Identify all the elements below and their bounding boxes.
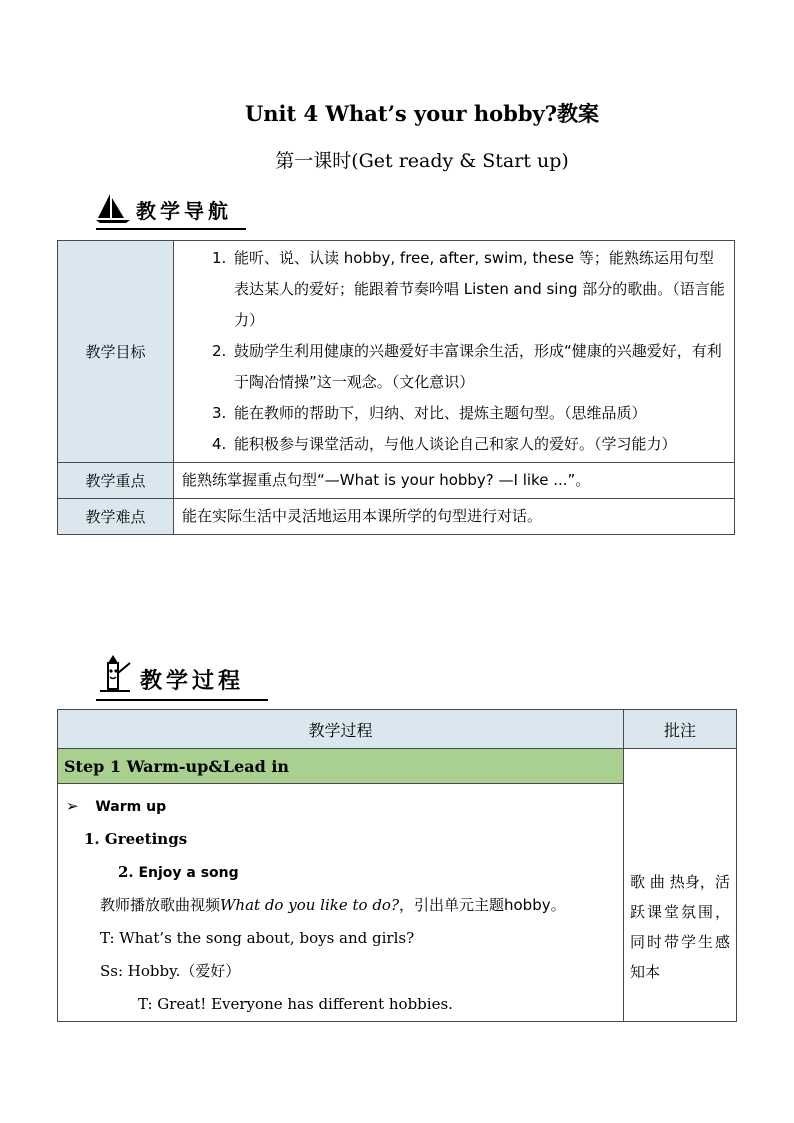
goals-label: 教学目标 xyxy=(58,241,174,463)
key-points-label: 教学重点 xyxy=(58,463,174,499)
page-subtitle: 第一课时(Get ready & Start up) xyxy=(275,150,569,172)
goals-row xyxy=(58,241,735,463)
warm-up-heading: ➢ Warm up xyxy=(66,797,167,815)
pencil-character-icon xyxy=(96,655,134,695)
dialog-line: T: What’s the song about, boys and girls? xyxy=(100,929,415,947)
sailboat-icon xyxy=(96,192,130,224)
section-underline xyxy=(96,228,246,230)
dialog-line: Ss: Hobby.（爱好） xyxy=(100,962,241,980)
key-points-text: 能熟练掌握重点句型“—What is your hobby? —I like ...”。 xyxy=(174,463,735,499)
process-header-row xyxy=(58,710,737,749)
goals-list xyxy=(174,241,735,463)
step-content xyxy=(58,784,624,1022)
song-item: 2. Enjoy a song xyxy=(118,863,239,881)
goal-item: 1. 能听、说、认读 hobby, free, after, swim, these 等；能熟练运用句型表达某人的爱好；能跟着节奏吟唱 Listen and sing 部分的歌曲。（语言能力） xyxy=(212,249,725,329)
teaching-process-table xyxy=(57,709,737,1022)
difficulties-row xyxy=(58,499,735,535)
section-header-process xyxy=(96,655,268,695)
teaching-guide-table xyxy=(57,240,735,535)
difficulties-label: 教学难点 xyxy=(58,499,174,535)
goal-item: 3. 能在教师的帮助下，归纳、对比、提炼主题句型。（思维品质） xyxy=(212,404,647,422)
goal-item: 4. 能积极参与课堂活动，与他人谈论自己和家人的爱好。（学习能力） xyxy=(212,435,677,453)
section-header-navigation xyxy=(96,190,246,224)
dialog-line: T: Great! Everyone has different hobbies. xyxy=(138,995,453,1013)
step-title: Step 1 Warm-up&Lead in xyxy=(58,749,624,784)
difficulties-text: 能在实际生活中灵活地运用本课所学的句型进行对话。 xyxy=(174,499,735,535)
section-label: 教学过程 xyxy=(140,669,245,694)
section-underline xyxy=(96,699,268,701)
process-column-header: 教学过程 xyxy=(58,710,624,749)
section-label: 教学导航 xyxy=(136,199,232,223)
teacher-play-instruction: 教师播放歌曲视频What do you like to do?，引出单元主题hobby。 xyxy=(100,896,566,914)
key-points-row xyxy=(58,463,735,499)
notes-column-header: 批注 xyxy=(624,710,737,749)
arrow-bullet-icon: ➢ xyxy=(66,797,79,815)
step-row xyxy=(58,749,737,784)
notes-cell: 歌 曲 热身，活跃课堂氛围，同时带学生感知本 xyxy=(624,749,737,1022)
greetings-item: 1. Greetings xyxy=(84,830,188,848)
goal-item: 2. 鼓励学生利用健康的兴趣爱好丰富课余生活，形成“健康的兴趣爱好，有利于陶冶情操”这一观念。（文化意识） xyxy=(212,342,722,391)
page-title: Unit 4 What’s your hobby?教案 xyxy=(244,101,600,126)
